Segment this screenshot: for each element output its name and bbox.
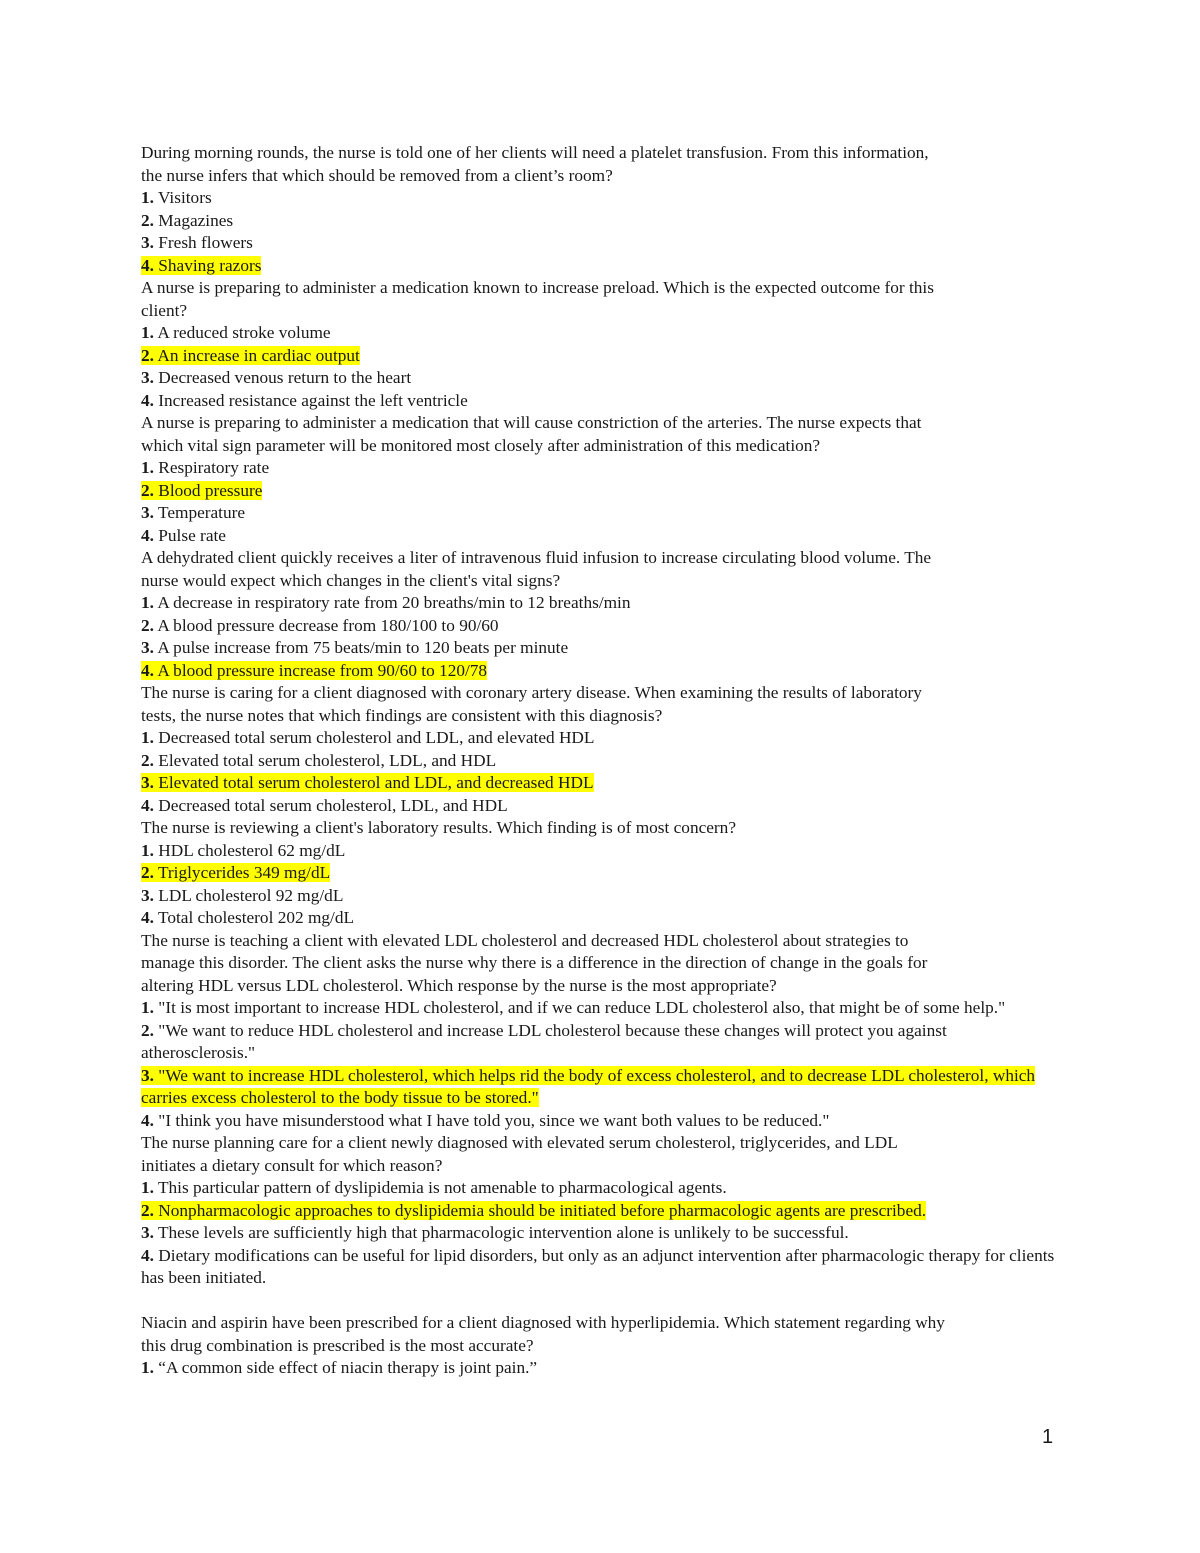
question-stem-line: The nurse is reviewing a client's laboratory results. Which finding is of most concern? (141, 818, 736, 837)
question-stem-line: The nurse is caring for a client diagnosed with coronary artery disease. When examining the results of laboratory (141, 683, 922, 702)
option-number: 1. (141, 593, 154, 612)
option-number: 1. (141, 458, 154, 477)
option-text: A reduced stroke volume (153, 323, 331, 342)
answer-option (141, 907, 1061, 930)
answer-option (141, 1020, 1061, 1065)
option-text: Dietary modifications can be useful for lipid disorders, but only as an adjunct intervention after pharmacologic therapy for clients has been initiated. (141, 1245, 1055, 1287)
option-number: 3. (141, 1223, 154, 1242)
option-text: An increase in cardiac output (153, 345, 360, 365)
answer-option (141, 1110, 1061, 1133)
option-number: 3. (141, 503, 154, 522)
question-stem-line: A nurse is preparing to administer a medication that will cause constriction of the arteries. The nurse expects that (141, 413, 922, 432)
option-text: This particular pattern of dyslipidemia is not amenable to pharmacological agents. (153, 1178, 727, 1197)
option-text: HDL cholesterol 62 mg/dL (153, 840, 346, 860)
answer-option (141, 997, 1061, 1020)
option-text: "We want to increase HDL cholesterol, which helps rid the body of excess cholesterol, and to decrease LDL cholesterol, which carries excess cholesterol to the body tissue to be stored." (141, 1065, 1036, 1107)
option-text: A blood pressure decrease from 180/100 to 90/60 (153, 615, 499, 635)
question-stem-line: initiates a dietary consult for which reason? (141, 1155, 443, 1175)
option-number: 4. (141, 660, 154, 680)
option-text: Total cholesterol 202 mg/dL (153, 908, 355, 927)
option-number: 4. (141, 908, 154, 927)
option-number: 1. (141, 323, 154, 342)
answer-option-correct (141, 1065, 1061, 1110)
page-number: 1 (1042, 1426, 1054, 1448)
answer-option-correct (141, 862, 1061, 885)
answer-option (141, 525, 1061, 548)
option-number: 1. (141, 1178, 154, 1197)
answer-option (141, 1177, 1061, 1200)
answer-option (141, 457, 1061, 480)
option-number: 1. (141, 840, 154, 860)
answer-option (141, 637, 1061, 660)
question-stem-line: manage this disorder. The client asks the nurse why there is a difference in the direction of change in the goals for (141, 953, 928, 972)
option-number: 3. (141, 885, 154, 905)
question-stem-line: altering HDL versus LDL cholesterol. Which response by the nurse is the most appropriate? (141, 975, 777, 995)
question-stem-line: During morning rounds, the nurse is told one of her clients will need a platelet transfusion. From this information, (141, 143, 929, 162)
answer-option (141, 390, 1061, 413)
answer-option (141, 502, 1061, 525)
answer-option (141, 210, 1061, 233)
option-text: Decreased total serum cholesterol, LDL, and HDL (153, 795, 508, 815)
answer-option-correct (141, 660, 1061, 683)
question-stem-line: A nurse is preparing to administer a medication known to increase preload. Which is the expected outcome for this (141, 278, 934, 297)
answer-option (141, 232, 1061, 255)
option-text: Decreased total serum cholesterol and LDL, and elevated HDL (153, 728, 595, 747)
answer-option-correct (141, 772, 1061, 795)
option-text: Fresh flowers (153, 233, 253, 252)
answer-option (141, 840, 1061, 863)
answer-option (141, 187, 1061, 210)
option-number: 4. (141, 1245, 154, 1265)
option-number: 4. (141, 390, 154, 410)
question-stem-line: the nurse infers that which should be removed from a client’s room? (141, 165, 613, 185)
option-number: 2. (141, 480, 154, 500)
option-text: A pulse increase from 75 beats/min to 120 beats per minute (153, 638, 569, 657)
option-text: "I think you have misunderstood what I have told you, since we want both values to be reduced." (153, 1110, 830, 1130)
option-text: Blood pressure (153, 480, 263, 500)
option-number: 4. (141, 1110, 154, 1130)
paragraph-gap (141, 1290, 1061, 1313)
answer-option-correct (141, 480, 1061, 503)
option-number: 4. (141, 255, 154, 275)
option-number: 1. (141, 188, 154, 207)
option-text: Shaving razors (153, 255, 262, 275)
option-number: 3. (141, 1065, 154, 1085)
answer-option (141, 592, 1061, 615)
question-stem-line: client? (141, 300, 188, 320)
answer-option (141, 750, 1061, 773)
question-stem-line: tests, the nurse notes that which findings are consistent with this diagnosis? (141, 705, 663, 725)
option-text: Decreased venous return to the heart (153, 368, 412, 387)
option-number: 2. (141, 1200, 154, 1220)
question-stem-line: The nurse is teaching a client with elevated LDL cholesterol and decreased HDL cholesterol about strategies to (141, 930, 909, 950)
answer-option (141, 615, 1061, 638)
option-text: "We want to reduce HDL cholesterol and increase LDL cholesterol because these changes will protect you against atherosclerosis." (141, 1020, 947, 1062)
document-body (141, 142, 1061, 1380)
option-text: Pulse rate (153, 525, 226, 545)
option-number: 3. (141, 368, 154, 387)
option-text: Visitors (153, 188, 212, 207)
option-text: A decrease in respiratory rate from 20 breaths/min to 12 breaths/min (153, 593, 631, 612)
option-text: “A common side effect of niacin therapy is joint pain.” (153, 1358, 538, 1377)
answer-option (141, 367, 1061, 390)
option-text: LDL cholesterol 92 mg/dL (153, 885, 344, 905)
option-text: Nonpharmacologic approaches to dyslipidemia should be initiated before pharmacologic agents are prescribed. (153, 1200, 927, 1220)
option-number: 2. (141, 345, 154, 365)
answer-option (141, 885, 1061, 908)
answer-option (141, 322, 1061, 345)
answer-option (141, 1222, 1061, 1245)
option-number: 2. (141, 750, 154, 770)
option-text: Elevated total serum cholesterol, LDL, and HDL (153, 750, 497, 770)
option-text: Triglycerides 349 mg/dL (153, 863, 331, 882)
option-text: These levels are sufficiently high that pharmacologic intervention alone is unlikely to be successful. (153, 1223, 849, 1242)
option-text: Elevated total serum cholesterol and LDL, and decreased HDL (153, 773, 594, 792)
option-number: 1. (141, 998, 154, 1017)
option-number: 2. (141, 1020, 154, 1040)
answer-option (141, 1357, 1061, 1380)
option-text: Magazines (153, 210, 234, 230)
option-number: 1. (141, 1358, 154, 1377)
option-number: 3. (141, 773, 154, 792)
option-text: A blood pressure increase from 90/60 to 120/78 (153, 660, 488, 680)
option-text: "It is most important to increase HDL cholesterol, and if we can reduce LDL cholesterol also, that might be of some help." (153, 998, 1006, 1017)
answer-option (141, 727, 1061, 750)
option-text: Respiratory rate (153, 458, 270, 477)
option-number: 3. (141, 233, 154, 252)
answer-option (141, 795, 1061, 818)
option-number: 2. (141, 863, 154, 882)
answer-option (141, 1245, 1061, 1290)
option-number: 1. (141, 728, 154, 747)
option-number: 4. (141, 525, 154, 545)
answer-option-correct (141, 345, 1061, 368)
option-text: Increased resistance against the left ventricle (153, 390, 468, 410)
question-stem-line: A dehydrated client quickly receives a liter of intravenous fluid infusion to increase circulating blood volume. The (141, 548, 932, 567)
question-stem-line: Niacin and aspirin have been prescribed for a client diagnosed with hyperlipidemia. Which statement regarding why (141, 1313, 945, 1332)
option-number: 2. (141, 210, 154, 230)
question-stem-line: which vital sign parameter will be monitored most closely after administration of this medication? (141, 435, 821, 455)
answer-option-correct (141, 255, 1061, 278)
option-number: 2. (141, 615, 154, 635)
answer-option-correct (141, 1200, 1061, 1223)
option-number: 4. (141, 795, 154, 815)
option-number: 3. (141, 638, 154, 657)
question-stem-line: this drug combination is prescribed is the most accurate? (141, 1335, 534, 1355)
question-stem-line: nurse would expect which changes in the client's vital signs? (141, 570, 561, 590)
question-stem-line: The nurse planning care for a client newly diagnosed with elevated serum cholesterol, triglycerides, and LDL (141, 1133, 898, 1152)
option-text: Temperature (153, 503, 246, 522)
